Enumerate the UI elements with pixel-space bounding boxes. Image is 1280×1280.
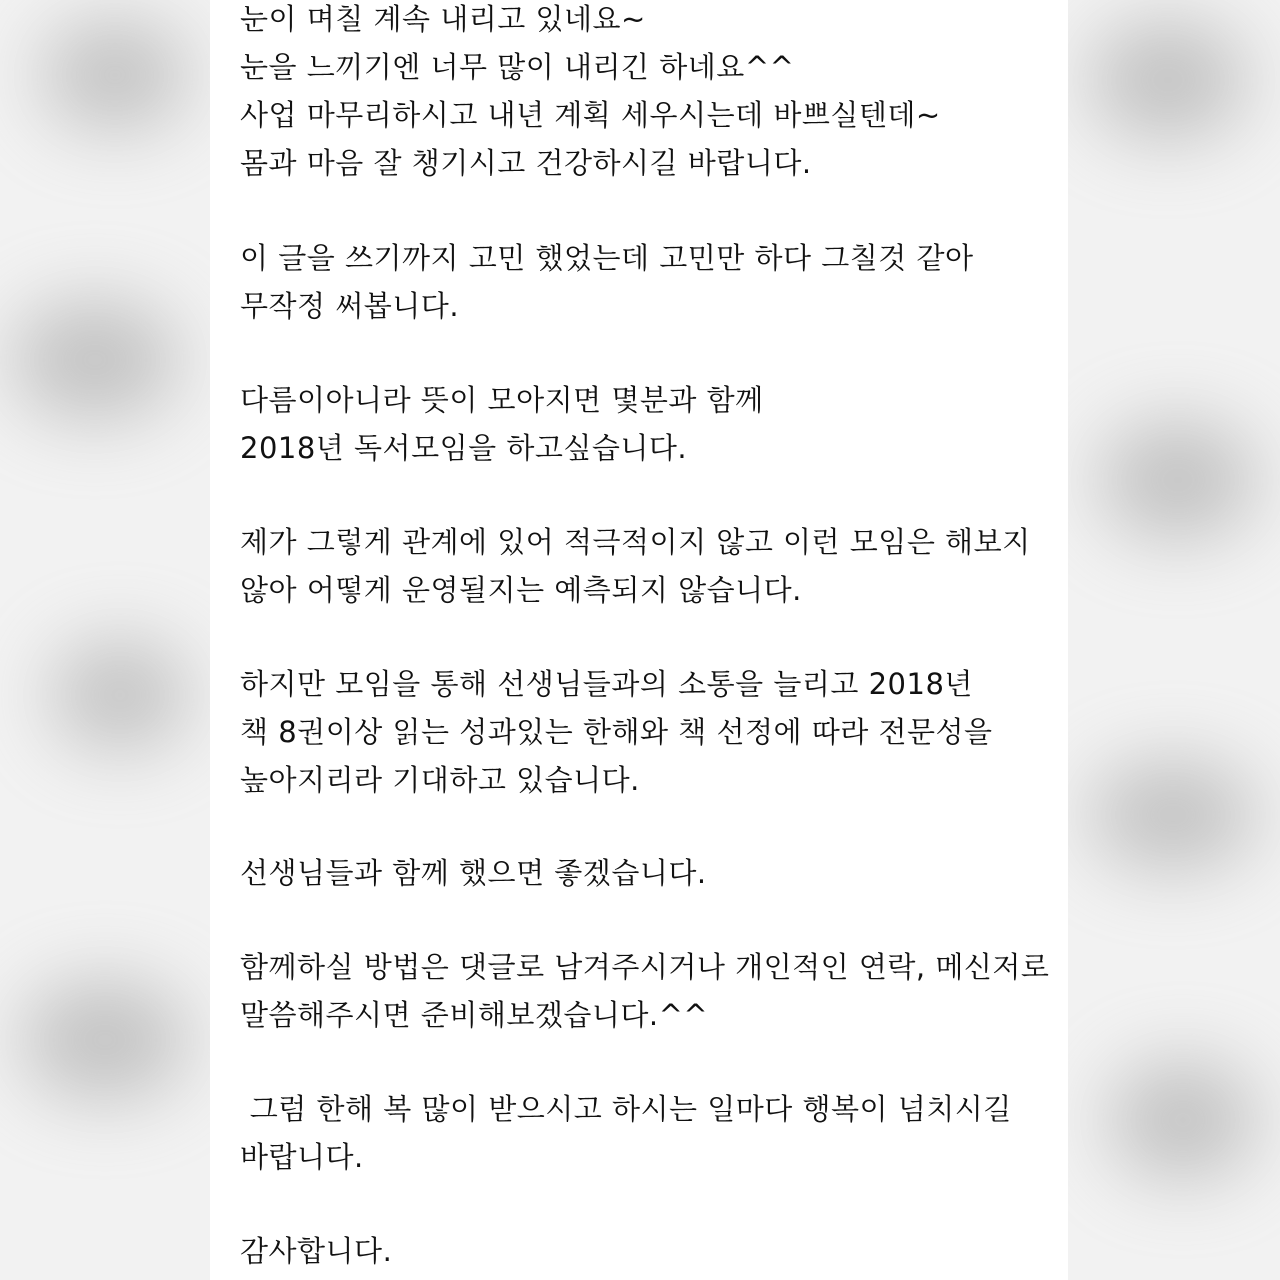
text-line: 그럼 한해 복 많이 받으시고 하시는 일마다 행복이 넘치시길 bbox=[240, 1092, 1012, 1126]
text-line: 사업 마무리하시고 내년 계획 세우시는데 바쁘실텐데~ bbox=[240, 98, 941, 132]
text-line: 무작정 써봅니다. bbox=[240, 289, 460, 323]
blurred-background-right bbox=[1068, 0, 1280, 1280]
text-line: 다름이아니라 뜻이 모아지면 몇분과 함께 bbox=[240, 383, 764, 417]
text-line: 함께하실 방법은 댓글로 남겨주시거나 개인적인 연락, 메신저로 bbox=[240, 950, 1050, 984]
text-line: 않아 어떻게 운영될지는 예측되지 않습니다. bbox=[240, 573, 802, 607]
text-line: 이 글을 쓰기까지 고민 했었는데 고민만 하다 그칠것 같아 bbox=[240, 241, 974, 275]
text-line: 2018년 독서모임을 하고싶습니다. bbox=[240, 431, 688, 465]
text-line: 높아지리라 기대하고 있습니다. bbox=[240, 763, 640, 797]
text-line: 하지만 모임을 통해 선생님들과의 소통을 늘리고 2018년 bbox=[240, 667, 973, 701]
text-line: 책 8권이상 읽는 성과있는 한해와 책 선정에 따라 전문성을 bbox=[240, 715, 993, 749]
text-line: 눈이 며칠 계속 내리고 있네요~ bbox=[240, 2, 646, 36]
text-line: 바랍니다. bbox=[240, 1140, 364, 1174]
text-line: 선생님들과 함께 했으면 좋겠습니다. bbox=[240, 856, 707, 890]
text-line: 몸과 마음 잘 챙기시고 건강하시길 바랍니다. bbox=[240, 146, 812, 180]
note-sheet bbox=[210, 0, 1068, 1280]
text-line: 제가 그렇게 관계에 있어 적극적이지 않고 이런 모임은 해보지 bbox=[240, 525, 1031, 559]
blurred-background-left bbox=[0, 0, 210, 1280]
text-line: 말씀해주시면 준비해보겠습니다.^^ bbox=[240, 998, 709, 1032]
text-line: 눈을 느끼기엔 너무 많이 내리긴 하네요^^ bbox=[240, 50, 795, 84]
text-line: 감사합니다. bbox=[240, 1234, 393, 1268]
